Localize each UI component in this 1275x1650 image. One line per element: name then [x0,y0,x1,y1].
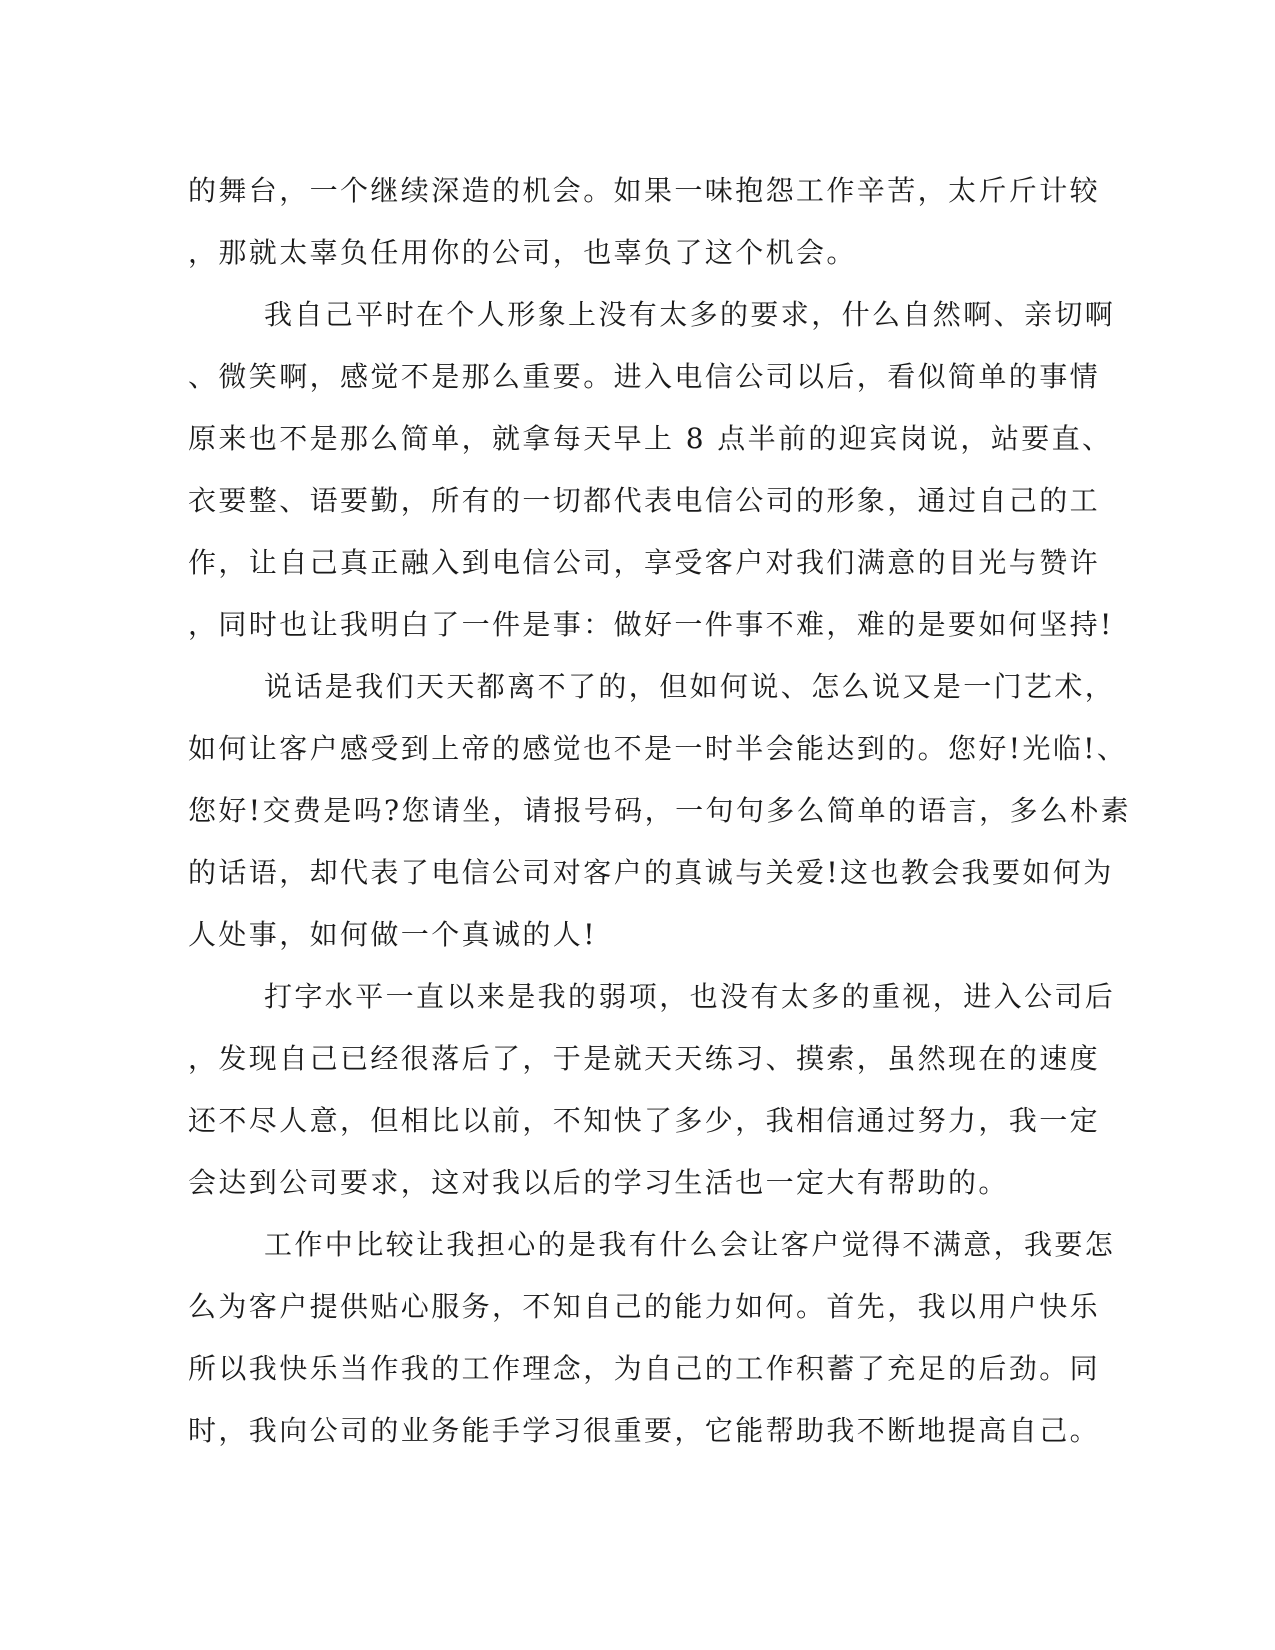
text-line: ，那就太辜负任用你的公司，也辜负了这个机会。 [188,236,857,269]
text-line: 作，让自己真正融入到电信公司，享受客户对我们满意的目光与赞许 [188,546,1101,579]
text-line: 说话是我们天天都离不了的，但如何说、怎么说又是一门艺术， [264,670,1116,703]
text-line: 会达到公司要求，这对我以后的学习生活也一定大有帮助的。 [188,1166,1009,1199]
text-line: ，同时也让我明白了一件是事：做好一件事不难，难的是要如何坚持! [188,608,1114,641]
text-line: 所以我快乐当作我的工作理念，为自己的工作积蓄了充足的后劲。同 [188,1352,1101,1385]
text-line: ，发现自己已经很落后了，于是就天天练习、摸索，虽然现在的速度 [188,1042,1101,1075]
text-line: 么为客户提供贴心服务，不知自己的能力如何。首先，我以用户快乐 [188,1290,1101,1323]
text-line: 打字水平一直以来是我的弱项，也没有太多的重视，进入公司后 [264,980,1116,1013]
body-text [188,160,1132,1462]
text-line: 您好!交费是吗?您请坐，请报号码，一句句多么简单的语言，多么朴素 [188,794,1132,827]
text-line: 的舞台，一个继续深造的机会。如果一味抱怨工作辛苦，太斤斤计较 [188,174,1101,207]
text-line: 、微笑啊，感觉不是那么重要。进入电信公司以后，看似简单的事情 [188,360,1101,393]
text-line: 我自己平时在个人形象上没有太多的要求，什么自然啊、亲切啊 [264,298,1116,331]
text-line: 如何让客户感受到上帝的感觉也不是一时半会能达到的。您好!光临!、 [188,732,1128,765]
text-line: 工作中比较让我担心的是我有什么会让客户觉得不满意，我要怎 [264,1228,1116,1261]
text-line: 的话语，却代表了电信公司对客户的真诚与关爱!这也教会我要如何为 [188,856,1114,889]
text-line: 人处事，如何做一个真诚的人! [188,918,597,951]
text-line: 衣要整、语要勤，所有的一切都代表电信公司的形象，通过自己的工 [188,484,1101,517]
text-line: 时，我向公司的业务能手学习很重要，它能帮助我不断地提高自己。 [188,1414,1101,1447]
text-line: 还不尽人意，但相比以前，不知快了多少，我相信通过努力，我一定 [188,1104,1101,1137]
text-line: 原来也不是那么简单，就拿每天早上 8 点半前的迎宾岗说，站要直、 [188,422,1113,455]
